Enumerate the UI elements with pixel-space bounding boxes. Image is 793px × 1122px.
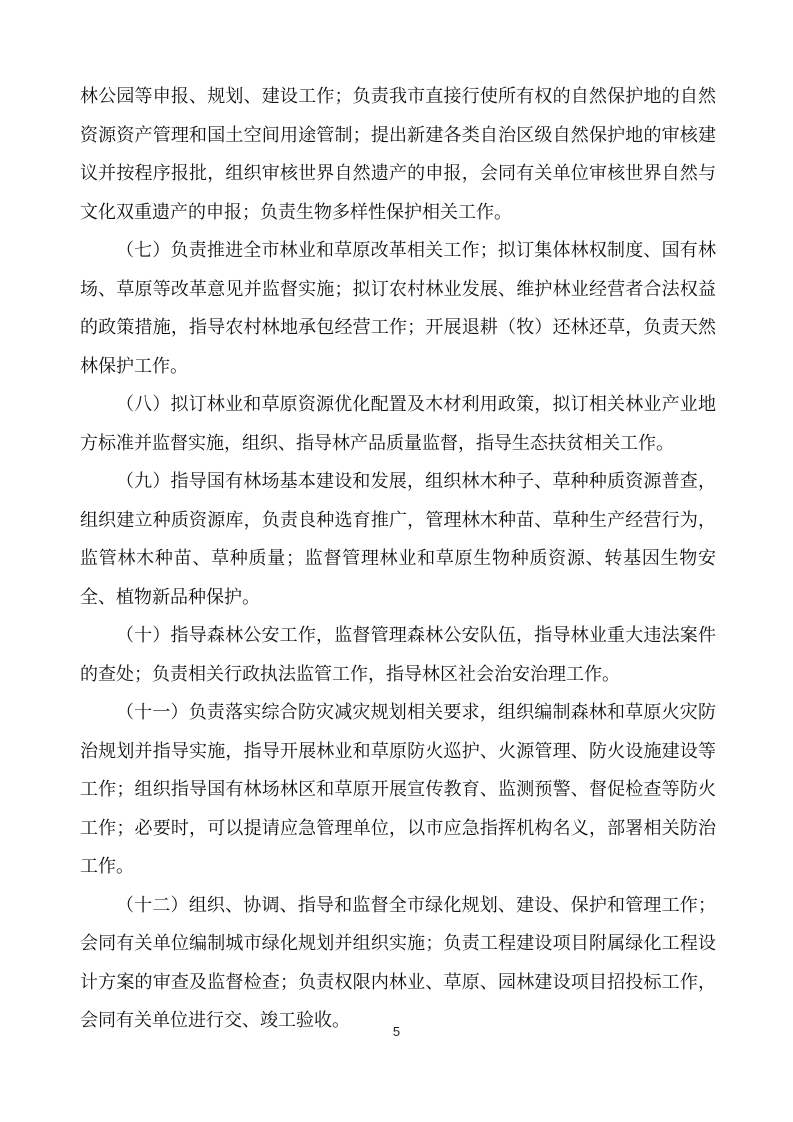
document-body bbox=[80, 78, 716, 1041]
paragraph-continuation: 林公园等申报、规划、建设工作；负责我市直接行使所有权的自然保护地的自然资源资产管理和国土空间用途管制；提出新建各类自治区级自然保护地的审核建议并按程序报批，组织审核世界自然遗产的申报，会同有关单位审核世界自然与文化双重遗产的申报；负责生物多样性保护相关工作。 bbox=[80, 86, 716, 223]
page-number: 5 bbox=[392, 1024, 401, 1039]
paragraph-item-11: （十一）负责落实综合防灾减灾规划相关要求，组织编制森林和草原火灾防治规划并指导实施，指导开展林业和草原防火巡护、火源管理、防火设施建设等工作；组织指导国有林场林区和草原开展宣传教育、监测预警、督促检查等防火工作；必要时，可以提请应急管理单位，以市应急指挥机构名义，部署相关防治工作。 bbox=[80, 702, 716, 877]
paragraph-item-7: （七）负责推进全市林业和草原改革相关工作；拟订集体林权制度、国有林场、草原等改革意见并监督实施；拟订农村林业发展、维护林业经营者合法权益的政策措施，指导农村林地承包经营工作；开展退耕（牧）还林还草，负责天然林保护工作。 bbox=[80, 240, 716, 377]
paragraph-item-8: （八）拟订林业和草原资源优化配置及木材利用政策，拟订相关林业产业地方标准并监督实施，组织、指导林产品质量监督，指导生态扶贫相关工作。 bbox=[80, 394, 716, 454]
paragraph-item-10: （十）指导森林公安工作，监督管理森林公安队伍，指导林业重大违法案件的查处；负责相关行政执法监管工作，指导林区社会治安治理工作。 bbox=[80, 625, 716, 685]
paragraph-item-9: （九）指导国有林场基本建设和发展，组织林木种子、草种种质资源普查，组织建立种质资源库，负责良种选育推广，管理林木种苗、草种生产经营行为，监管林木种苗、草种质量；监督管理林业和草原生物种质资源、转基因生物安全、植物新品种保护。 bbox=[80, 471, 716, 608]
paragraph-item-12: （十二）组织、协调、指导和监督全市绿化规划、建设、保护和管理工作；会同有关单位编制城市绿化规划并组织实施；负责工程建设项目附属绿化工程设计方案的审查及监督检查；负责权限内林业、草原、园林建设项目招投标工作，会同有关单位进行交、竣工验收。 bbox=[80, 894, 716, 1031]
